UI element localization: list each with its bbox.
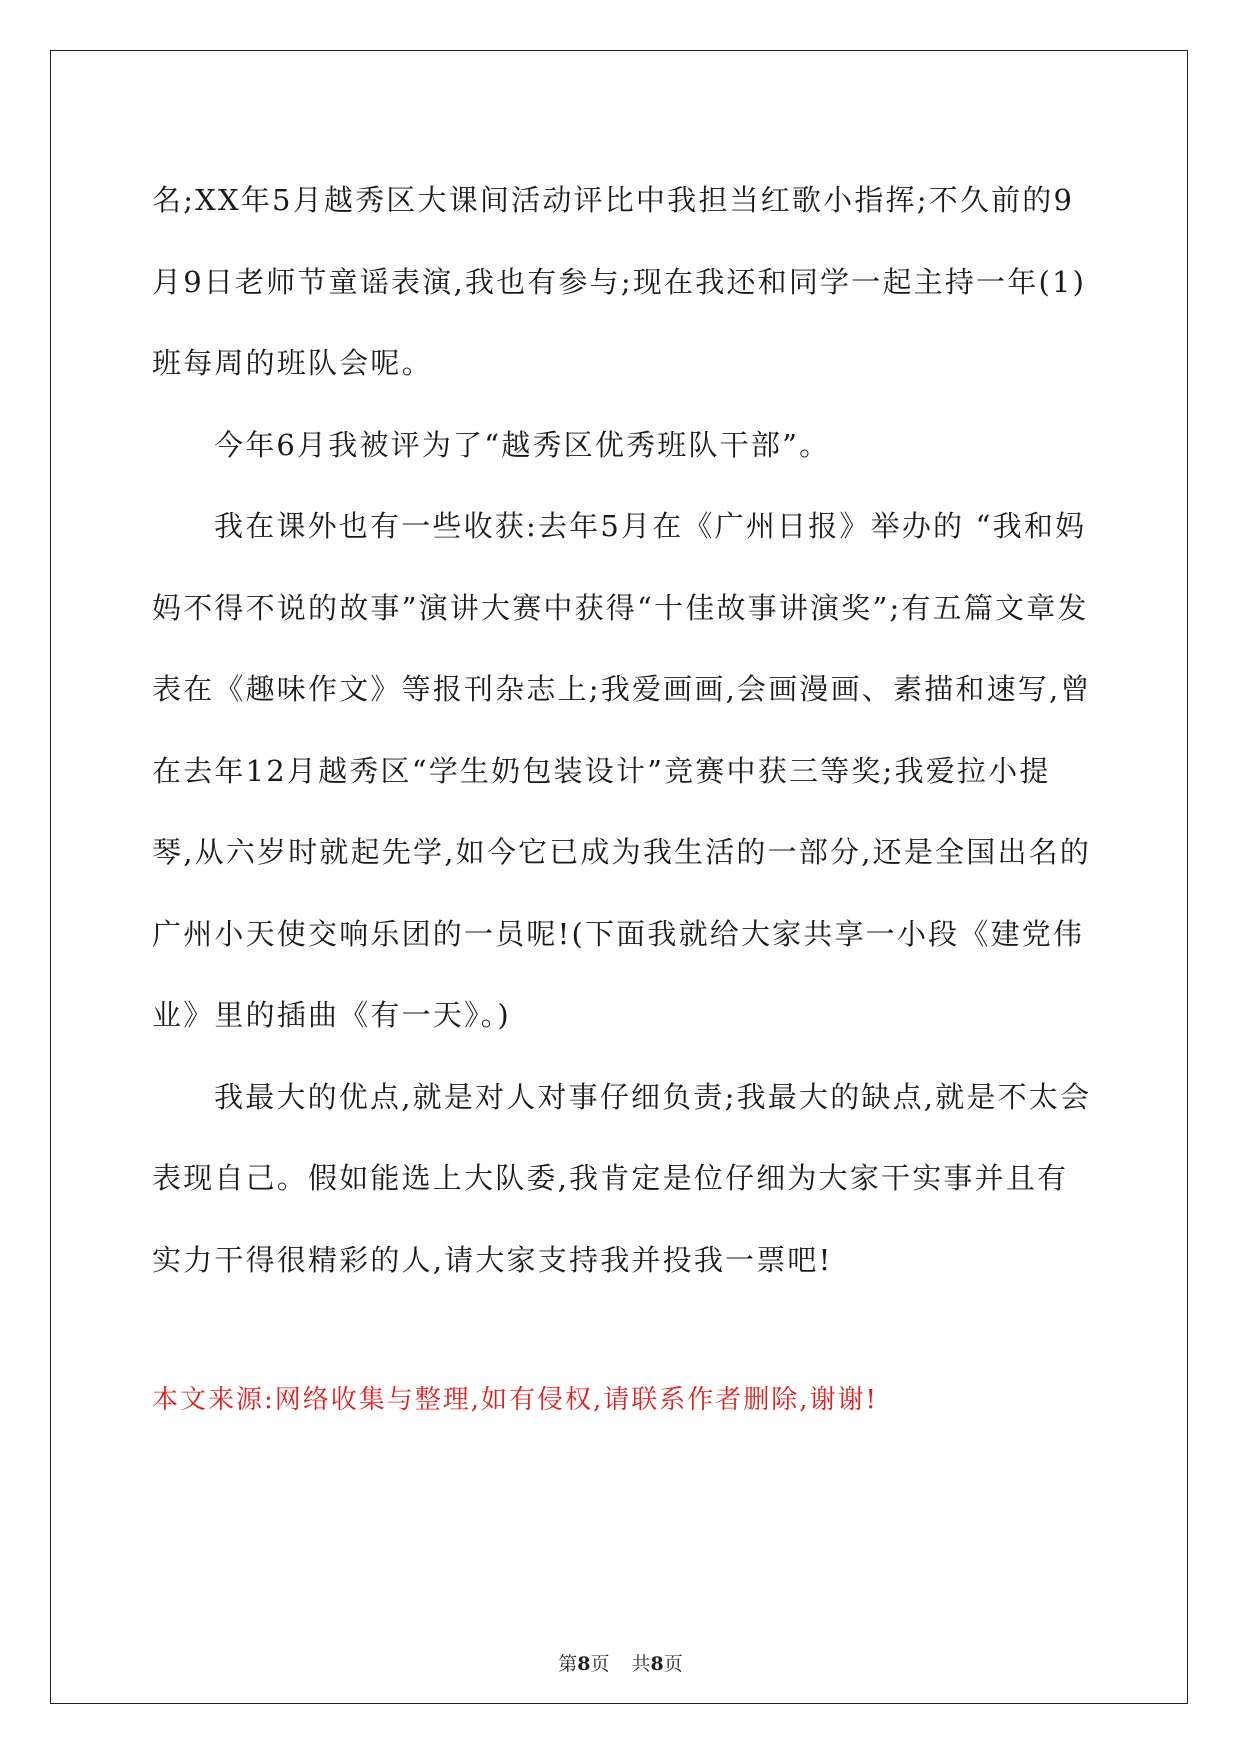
total-prefix: 共 [631,1653,651,1675]
paragraph-1: 名;XX年5月越秀区大课间活动评比中我担当红歌小指挥;不久前的9月9日老师节童谣表演,我也有参与;现在我还和同学一起主持一年(1)班每周的班队会呢。 [152,183,1087,380]
paragraph-3: 我在课外也有一些收获:去年5月在《广州日报》举办的 “我和妈妈不得不说的故事”演讲大赛中获得“十佳故事讲演奖”;有五篇文章发表在《趣味作文》等报刊杂志上;我爱画画,会画漫画、素描和速写,曾在去年12月越秀区“学生奶包装设计”竞赛中获三等奖;我爱拉小提琴,从六岁时就起先学,如今它已成为我生活的一部分,还是全国出名的广州小天使交响乐团的一员呢!(下面我就给大家共享一小段《建党伟业》里的插曲《有一天》。) [152,509,1092,1032]
page-suffix: 页 [590,1653,610,1675]
page-footer [0,1651,1241,1677]
paragraph-2: 今年6月我被评为了“越秀区优秀班队干部”。 [214,427,831,462]
page-current: 8 [577,1653,591,1675]
paragraph-4: 我最大的优点,就是对人对事仔细负责;我最大的缺点,就是不太会表现自己。假如能选上大队委,我肯定是位仔细为大家干实事并且有实力干得很精彩的人,请大家支持我并投我一票吧! [152,1079,1092,1277]
source-disclaimer: 本文来源:网络收集与整理,如有侵权,请联系作者删除,谢谢! [152,1385,879,1415]
total-suffix: 页 [663,1653,683,1675]
page-total: 8 [650,1653,664,1675]
page-prefix: 第 [558,1653,578,1675]
document-body [152,160,1092,1301]
